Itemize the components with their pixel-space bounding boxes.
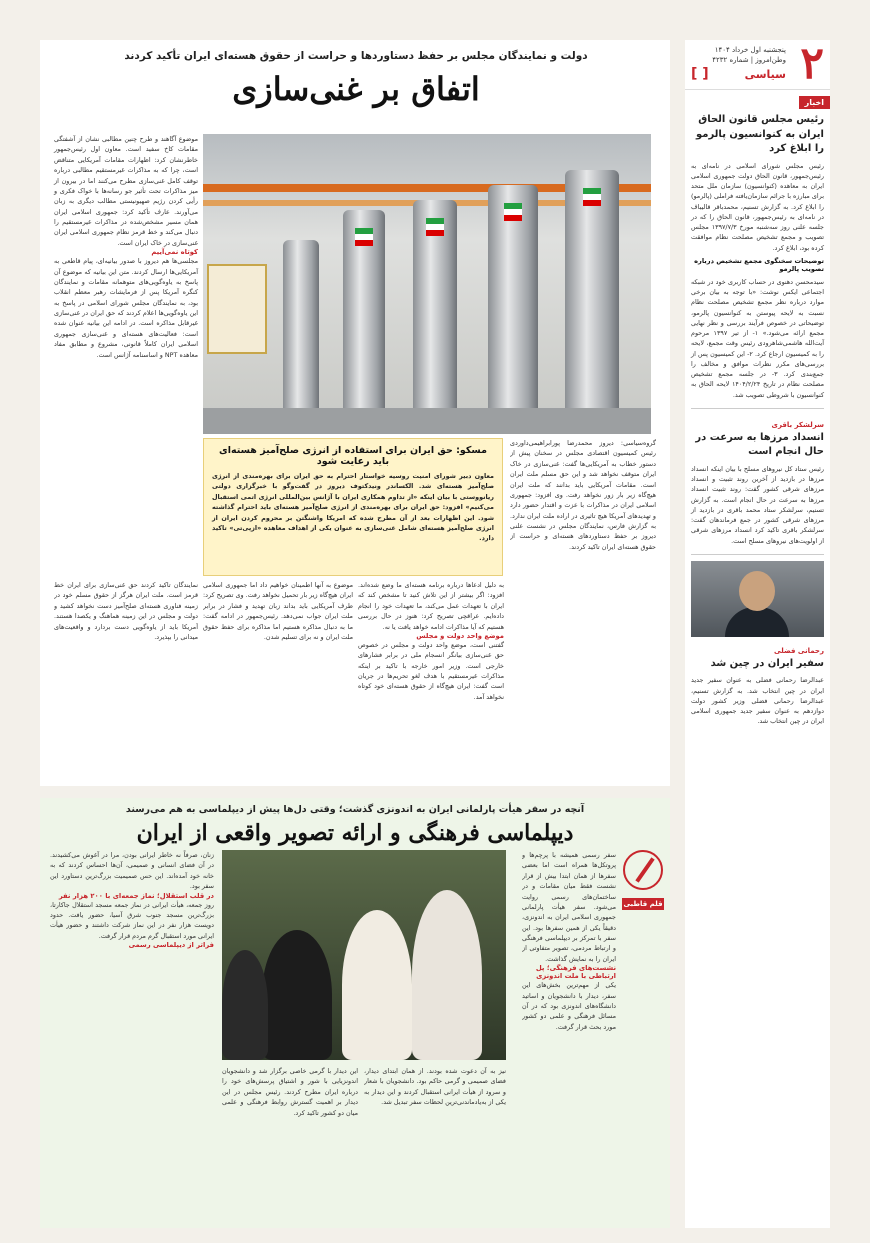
column-text: سفر رسمی همیشه با پرچم‌ها و پروتکل‌ها همراه است اما بعضی سفرها از همان ابتدا بیش از قرار نشست فقط میان مقامات و در ساختمان‌های رسمی روایت می‌شود. سفر هیأت پارلمانی جمهوری اسلامی ایران به اندونزی، دقیقاً یکی از همین سفرها بود. این سفر با تمرکز بر دیپلماسی فرهنگی و ارتباط مردمی، تصویر متفاوتی از ایران را به نمایش گذاشت. bbox=[522, 851, 616, 963]
column-text: نمایندگان تاکید کردند حق غنی‌سازی برای ایران خط قرمز است. ملت ایران هرگز از حقوق مسلم خود در زمینه فناوری هسته‌ای صلح‌آمیز دست نخواهد کشید و دولت و مجلس در این زمینه هماهنگ و یکصدا هستند. آمریکا باید از یاوه‌گویی دست بردارد و واقعیت‌های میدانی را بپذیرد. bbox=[54, 581, 198, 641]
bottom-column-2 bbox=[222, 1066, 358, 1220]
news-label: اخبار bbox=[799, 96, 830, 109]
story3-text: عبدالرضا رحمانی فضلی به عنوان سفیر جدید ایران در چین انتخاب شد. به گزارش تسنیم، عبدالرضا رحمانی فضلی وزیر کشور دولت دوازدهم به عنوان سفیر جدید جمهوری اسلامی ایران در چین انتخاب شد. bbox=[691, 676, 824, 726]
lead-subheading: کوتاه نمی‌آییم bbox=[151, 248, 198, 257]
date-text: پنجشنبه اول خرداد ۱۴۰۴ bbox=[714, 46, 786, 54]
column-text: گفتنی است، موضع واحد دولت و مجلس در خصوص حق غنی‌سازی بیانگر انسجام ملی در برابر فشارهای خارجی است. وزیر امور خارجه با تاکید بر اینکه مذاکرات غیرمستقیم با هدف لغو تحریم‌ها در جریان است گفت: ایران هیچ‌گاه از حقوق هسته‌ای خود کوتاه نخواهد آمد. bbox=[358, 640, 504, 701]
bottom-kicker: آنچه در سفر هیأت پارلمانی ایران به اندونزی گذشت؛ وقتی دل‌ها پیش از دیپلماسی به هم می‌رسند bbox=[125, 804, 585, 815]
iran-flag-icon bbox=[583, 188, 601, 206]
column-text: به دلیل ادعاها درباره برنامه هسته‌ای ما وضع شده‌اند. افزود: اگر بیشتر از این تلاش کنید تا مشخص کند که ایران با تعهدات عمل می‌کند، ما تعهدات خود را انجام داده‌ایم. عراقچی تصریح کرد: هنوز در حال بررسی هستیم که آیا مذاکرات ادامه خواهد یافت یا نه. bbox=[358, 581, 504, 631]
story1-subheading: توضیحات سخنگوی مجمع تشخیص درباره تصویب پالرمو bbox=[694, 256, 824, 273]
bottom-column-3 bbox=[364, 1066, 506, 1220]
divider bbox=[691, 408, 824, 409]
bottom-article bbox=[40, 798, 670, 1228]
column-subheading: فراتر از دیپلماسی رسمی bbox=[128, 941, 214, 949]
centrifuge bbox=[565, 170, 619, 410]
person-figure bbox=[222, 950, 268, 1060]
delegation-photo bbox=[222, 850, 506, 1060]
column-subheading: موضع واحد دولت و مجلس bbox=[416, 631, 504, 640]
centrifuge bbox=[413, 200, 457, 410]
top-kicker: دولت و نمایندگان مجلس بر حفظ دستاوردها و حراست از حقوق هسته‌ای ایران تأکید کردند bbox=[124, 50, 588, 62]
column-subheading: در قلب استقلال؛ نماز جمعه‌ای با ۲۰۰ هزار نفر bbox=[58, 891, 214, 900]
story1-text2: سیدمحسن دهنوی در حساب کاربری خود در شبکه اجتماعی ایکس نوشت: «با توجه به بیان برخی موارد درباره نظر مجمع تشخیص مصلحت نظام نسبت به لایحه پیوستن به کنوانسیون پالرمو، توضیحاتی در خصوص فرآیند بررسی و نظر نهایی مجمع ارائه می‌شود.» ۱- از تیر ۱۳۹۷ مرحوم آیت‌الله هاشمی‌شاهرودی رئیس وقت مجمع، لایحه را به کمیسیون ارجاع کرد. ۲- این کمیسیون پس از بررسی‌های مکرر نظرات موافق و مخالف را جمع‌بندی کرد. ۳- در جلسه مجمع تشخیص مصلحت نظام در تاریخ ۱۴۰۴/۲/۲۴ لایحه الحاق به کنوانسیون با شروطی تصویب شد. bbox=[691, 277, 824, 399]
portrait-suit bbox=[725, 607, 789, 637]
story2-title[interactable]: انسداد مرزها به سرعت در حال انجام است bbox=[695, 431, 824, 458]
sidebar bbox=[685, 40, 830, 1228]
centrifuge-photo bbox=[203, 134, 651, 434]
iran-flag-icon bbox=[426, 218, 444, 236]
bottom-column-1 bbox=[522, 850, 616, 1220]
issue-text: وطن‌امروز | شماره ۴۲۳۲ bbox=[712, 55, 786, 64]
bottom-column-4 bbox=[50, 850, 214, 1220]
column-text: یکی از مهم‌ترین بخش‌های این سفر، دیدار با دانشجویان و اساتید دانشگاه‌های اندونزی بود که در آن مسائل فرهنگی و علمی دو کشور مورد بحث قرار گرفت. bbox=[522, 981, 616, 1031]
portrait-photo bbox=[691, 561, 824, 637]
person-figure bbox=[342, 910, 412, 1060]
columnist-name: قلم‌ قاطبی bbox=[623, 900, 663, 908]
article-column-2 bbox=[358, 580, 504, 778]
iran-flag-icon bbox=[504, 203, 522, 221]
article-column-4 bbox=[54, 580, 198, 778]
column-text: این دیدار با گرمی خاصی برگزار شد و دانشجویان اندونزیایی با شور و اشتیاق پرسش‌های خود را درباره ایران مطرح کردند. رئیس مجلس در این دیدار بر اهمیت گسترش روابط فرهنگی و علمی میان دو کشور تاکید کرد. bbox=[222, 1067, 358, 1117]
pen-icon bbox=[623, 850, 663, 890]
column-subheading: نشست‌های فرهنگی؛ پل ارتباطی با ملت اندونزی bbox=[535, 964, 616, 981]
column-text: زنان، صرفاً نه خاطر ایرانی بودن، مرا در آغوش می‌کشیدند. در آن فضای انسانی و صمیمی، آن‌ها احساس کردند که به خانه خود آمده‌اند. این حس صمیمیت بزرگ‌ترین دستاورد این سفر بود. bbox=[50, 851, 214, 891]
story1-title[interactable]: رئیس مجلس قانون الحاق ایران به کنوانسیون پالرمو را ابلاغ کرد bbox=[696, 114, 824, 154]
iran-flag-icon bbox=[355, 228, 373, 246]
bracket-icon: [ ] bbox=[691, 66, 709, 82]
issue-date bbox=[690, 46, 786, 66]
bottom-headline[interactable]: دیپلماسی فرهنگی و ارائه تصویر واقعی از ایران bbox=[136, 820, 574, 846]
article-column-1 bbox=[510, 438, 656, 778]
story3-label: رحمانی فضلی bbox=[774, 646, 824, 655]
column-text: گروه‌سیاسی: دیروز محمدرضا پورابراهیمی‌داوردی رئیس کمیسیون اقتصادی مجلس در سخنان پیش از دستور خطاب به آمریکایی‌ها گفت: غنی‌سازی در خاک ایران متوقف نخواهد شد و این حق مسلم ملت ایران است. مقامات آمریکایی باید بدانند که ملت ایران هیچ‌گاه زیر بار زور نخواهد رفت. وی افزود: جمهوری اسلامی ایران در مذاکرات با عزت و اقتدار حضور دارد و تهدیدهای آمریکا هیچ تاثیری در اراده ملت ایران ندارد. به گزارش فارس، نمایندگان مجلس در نشست علنی دیروز بر حفظ دستاوردهای هسته‌ای و حراست از حقوق هسته‌ای ایران تاکید کردند. bbox=[510, 439, 656, 551]
certificate-frame bbox=[207, 264, 267, 354]
story2-text: رئیس ستاد کل نیروهای مسلح با بیان اینکه انسداد مرزها در بازدید از آخرین روند تثبیت و انسداد مرزهای شرقی کشور گفت: روند تثبیت انسداد مرزها به سرعت در حال انجام است. به گزارش تسنیم، سرلشکر ستاد محمد باقری در بازدید از مرزهای شرقی کشور در جمع فرماندهان گفت: سرلشکر باقری تاکید کرد انسداد مرزهای شرقی از اولویت‌های نیروهای مسلح است. bbox=[691, 464, 824, 545]
section-title: سیاسی bbox=[744, 68, 786, 81]
centrifuge bbox=[343, 210, 385, 410]
quote-title: مسکو: حق ایران برای استفاده از انرژی صلح‌آمیز هسته‌ای باید رعایت شود bbox=[219, 445, 487, 467]
column-text: نیز به آن دعوت شده بودند. از همان ابتدای دیدار، فضای صمیمی و گرمی حاکم بود. دانشجویان با شعار و سرود از هیأت ایرانی استقبال کردند و این دیدار به یکی از به‌یادماندنی‌ترین لحظات سفر تبدیل شد. bbox=[364, 1067, 506, 1107]
story1-text: رئیس مجلس شورای اسلامی در نامه‌ای به رئیس‌جمهور، قانون الحاق دولت جمهوری اسلامی ایران به معاهده (کنوانسیون) سازمان ملل متحد برای مبارزه با جرائم سازمان‌یافته فراملی (پالرمو) را ابلاغ کرد. به گزارش تسنیم، محمدباقر قالیباف در نامه‌ای به رئیس‌جمهور، قانون الحاق را که در جلسه علنی روز سه‌شنبه مورخ ۱۳۹۷/۷/۳ مجلس تصویب و مجمع تشخیص مصلحت نظام موافقت کرده بود، ابلاغ کرد. bbox=[691, 161, 825, 252]
lead-text: موضوع آگاهند و طرح چنین مطالبی نشان از آشفتگی مقامات کاخ سفید است. معاون اول رئیس‌جمهور خاطرنشان کرد: اظهارات مقامات آمریکایی متناقض است، چرا که به مذاکرات غیرمستقیم مطالبی درباره توقف کامل غنی‌سازی مطرح می‌کنند اما در بیرون از میز مذاکرات تحت تأثیر جو رسانه‌ها با خواک فکری و رأیی کردن رژیم صهیونیستی مطالب دیگری به زبان می‌آورند. عارف تأکید کرد: جمهوری اسلامی ایران همان مسیر مشخص‌شده در مذاکرات غیرمستقیم را دنبال می‌کند و خط قرمز نظام جمهوری اسلامی ایران غنی‌سازی در خاک ایران است. bbox=[54, 135, 198, 247]
article-column-3 bbox=[203, 580, 353, 778]
top-headline[interactable]: اتفاق بر غنی‌سازی bbox=[232, 70, 480, 108]
column-text: روز جمعه، هیأت ایرانی در نماز جمعه مسجد استقلال جاکارتا، بزرگ‌ترین مسجد جنوب شرق آسیا، حضور یافت. حدود دویست هزار نفر در این نماز شرکت داشتند و حضور هیأت ایرانی مورد استقبال گرم مردم قرار گرفت. bbox=[50, 900, 214, 940]
divider bbox=[691, 554, 824, 555]
top-article bbox=[40, 40, 670, 786]
sidebar-header bbox=[685, 40, 830, 90]
columnist-badge bbox=[622, 850, 664, 940]
person-figure bbox=[412, 890, 482, 1060]
page-number: ۲ bbox=[800, 38, 824, 89]
centrifuge bbox=[283, 240, 319, 410]
portrait-face bbox=[739, 571, 775, 611]
quote-box bbox=[203, 438, 503, 576]
column-text: موضوع به آنها اطمینان خواهیم داد اما جمهوری اسلامی ایران هیچ‌گاه زیر بار تحمیل نخواهد رفت. وی تصریح کرد: طرف آمریکایی باید بداند زبان تهدید و فشار در برابر ملت ایران جواب نمی‌دهد. رئیس‌جمهور در ادامه گفت: ما به دنبال مذاکره هستیم اما مذاکره برای حفظ حقوق ملت ایران و نه برای تسلیم شدن. bbox=[203, 581, 353, 641]
story3-title[interactable]: سفیر ایران در چین شد bbox=[710, 657, 824, 669]
person-figure bbox=[262, 930, 332, 1060]
lead-text2: مجلسی‌ها هم دیروز با صدور بیانیه‌ای، پیام قاطعی به آمریکایی‌ها ارسال کردند. متن این بیانیه که موضوع آن پاسخ به یاوه‌گویی‌های متوهمانه مقامات و نمایندگان کنگره آمریکا پس از فرمایشات رهبر معظم انقلاب بود، به نمایندگان مجلس شورای اسلامی در پاسخ به این یاوه‌گویی‌ها اعلام کردند که حق ایران در غنی‌سازی غیرقابل مذاکره است. در ادامه این بیانیه عنوان شده است: فعالیت‌های هسته‌ای و غنی‌سازی جمهوری اسلامی ایران کاملاً قانونی، مشروع و مطابق مفاد معاهده NPT و اساسنامه آژانس است. bbox=[54, 257, 198, 359]
story2-label: سرلشکر باقری bbox=[771, 420, 824, 429]
centrifuge bbox=[488, 185, 538, 410]
quote-text: معاون دبیر شورای امنیت روسیه خواستار احترام به حق ایران برای بهره‌مندی از انرژی صلح‌آمیز هسته‌ای شد. الکساندر ونیدکتوف دیروز در گفت‌وگو با خبرگزاری دولتی ریانووستی با بیان اینکه «از تداوم همکاری ایران با آژانس بین‌المللی انرژی اتمی استقبال می‌کنیم» افزود: حق ایران برای بهره‌مندی از انرژی صلح‌آمیز هسته‌ای باید احترام گذاشته شود. این اظهارات بعد از آن مطرح شده که امریکا واشنگتن بر محروم کردن ایران از انرژی صلح‌آمیز هسته‌ای شامل غنی‌سازی به عنوان یکی از اهداف معاهده «ازپی‌تی» تاکید دارد. bbox=[212, 472, 494, 543]
floor bbox=[203, 408, 651, 434]
